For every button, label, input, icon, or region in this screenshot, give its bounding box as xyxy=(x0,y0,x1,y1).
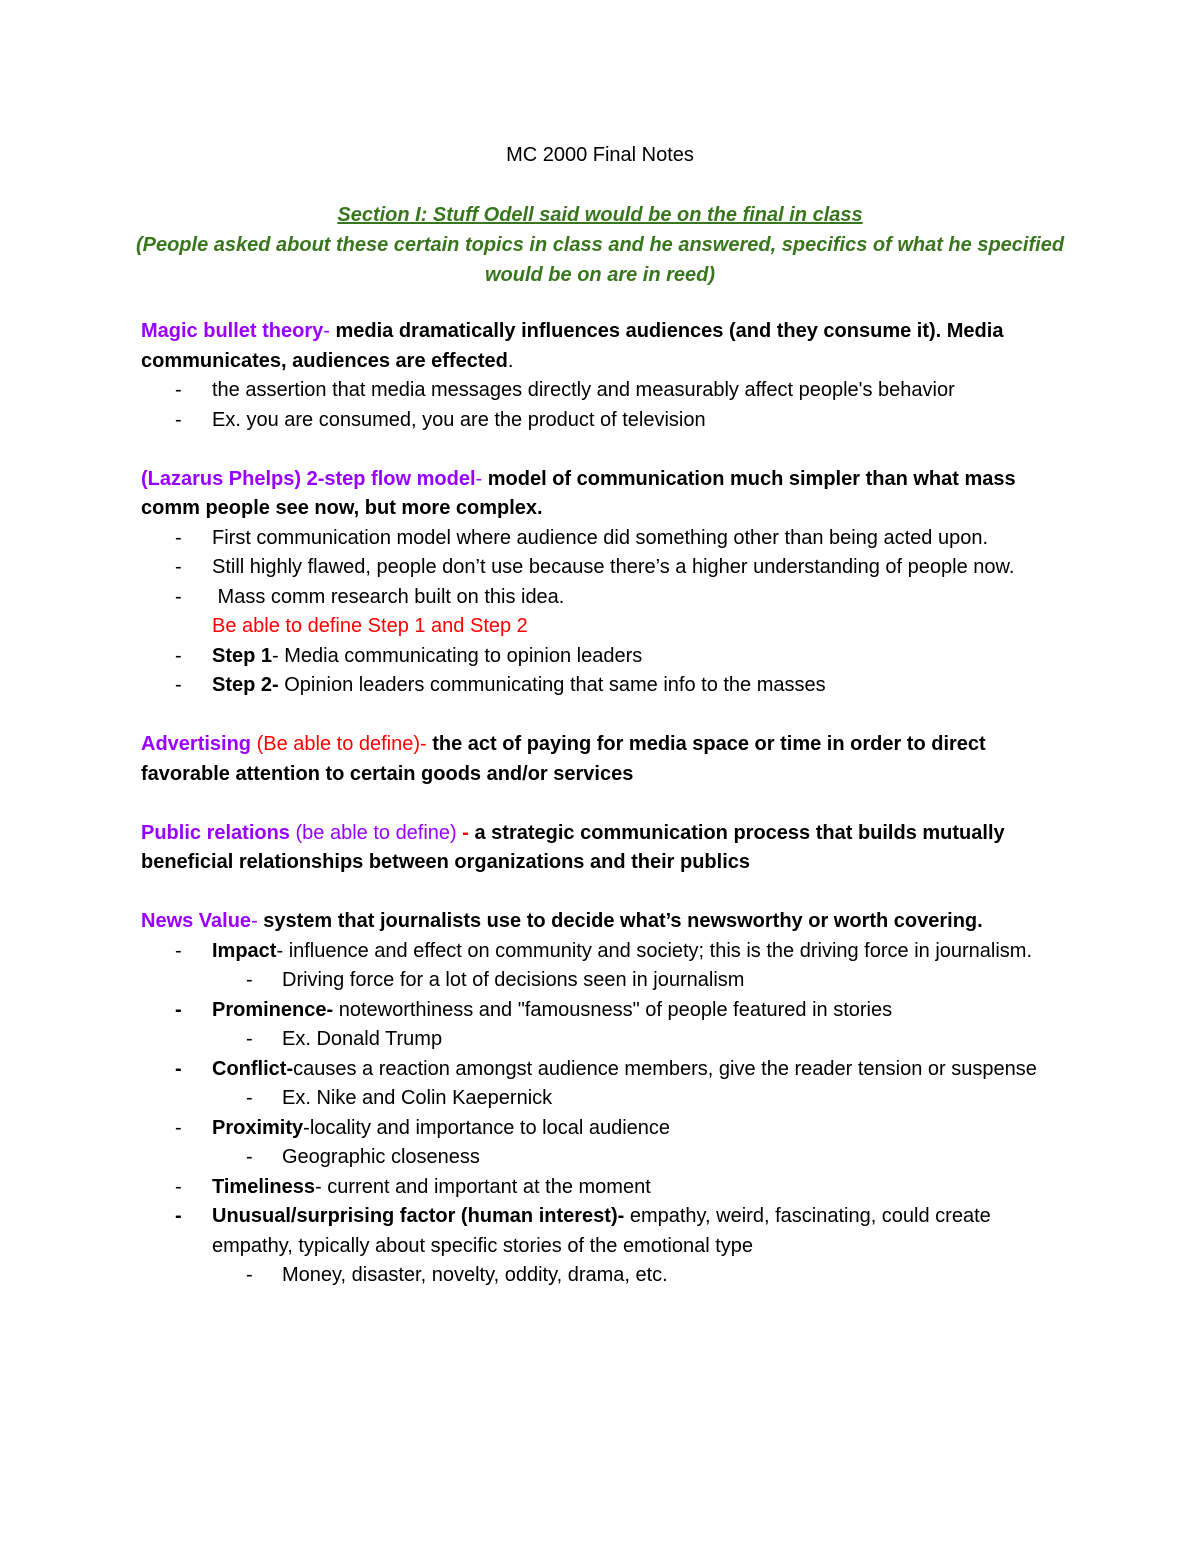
notes-body xyxy=(141,317,1071,1291)
sub-list-item xyxy=(141,966,1071,996)
impact-label: Impact xyxy=(212,939,277,962)
conflict-sep: - xyxy=(286,1057,294,1080)
dash-marker: - xyxy=(246,1146,253,1168)
list-item xyxy=(141,376,1071,406)
list-item xyxy=(141,671,1071,701)
unusual-sub: Money, disaster, novelty, oddity, drama, etc. xyxy=(282,1264,668,1286)
prominence-sep: - xyxy=(326,998,339,1021)
timeliness-text: current and important at the moment xyxy=(327,1175,651,1198)
list-item-text: Mass comm research built on this idea. xyxy=(212,585,565,608)
public-relations-def: a strategic communication process that builds mutually beneficial relationships between organizations and their publics xyxy=(141,821,1005,873)
sub-list-item xyxy=(141,1025,1071,1055)
step-2-label: Step 2 xyxy=(212,674,273,696)
step-1-text: Media communicating to opinion leaders xyxy=(284,644,643,667)
section-heading-block xyxy=(130,200,1070,290)
dash-marker: - xyxy=(246,1028,253,1050)
list-item xyxy=(141,1173,1071,1203)
two-step-term: (Lazarus Phelps) 2-step flow model xyxy=(141,467,476,490)
list-item xyxy=(141,642,1071,672)
dash-marker: - xyxy=(246,1264,253,1286)
list-item-text: Still highly flawed, people don’t use because there’s a higher understanding of people now. xyxy=(212,556,1015,578)
list-item xyxy=(141,583,1071,613)
list-item-text: First communication model where audience did something other than being acted upon. xyxy=(212,526,989,549)
step-1-sep: - xyxy=(272,644,285,667)
two-step-def: model of communication much simpler than what mass comm people see now, but more complex. xyxy=(141,467,1016,519)
section-heading: Section I: Stuff Odell said would be on the final in class xyxy=(337,204,863,226)
timeliness-sep: - xyxy=(315,1175,328,1198)
news-value-term: News Value xyxy=(141,910,252,932)
magic-bullet-term: Magic bullet theory xyxy=(141,320,324,342)
dash-marker: - xyxy=(175,526,182,549)
prominence-sub: Ex. Donald Trump xyxy=(282,1028,443,1050)
dash-marker: - xyxy=(175,644,182,667)
news-value-definition xyxy=(141,907,1071,937)
advertising-term: Advertising xyxy=(141,733,252,755)
list-item xyxy=(141,996,1071,1026)
step-2-sep: - xyxy=(272,674,285,696)
dash-marker: - xyxy=(175,939,182,962)
dash-marker: - xyxy=(175,1116,182,1139)
advertising-sep: - xyxy=(420,733,433,755)
magic-bullet-sep: - xyxy=(323,320,336,342)
list-item xyxy=(141,1055,1071,1085)
sub-list-item xyxy=(141,1084,1071,1114)
impact-text: influence and effect on community and society; this is the driving force in journalism. xyxy=(288,939,1033,962)
dash-marker: - xyxy=(175,1205,182,1227)
unusual-sep: - xyxy=(617,1205,630,1227)
advertising-def: the act of paying for media space or time in order to direct favorable attention to certain goods and/or services xyxy=(141,733,986,785)
conflict-text: causes a reaction amongst audience members, give the reader tension or suspense xyxy=(293,1057,1037,1080)
timeliness-label: Timeliness xyxy=(212,1175,316,1198)
prominence-text: noteworthiness and "famousness" of people featured in stories xyxy=(338,998,893,1021)
dash-marker: - xyxy=(175,674,182,696)
news-value-def: system that journalists use to decide what’s newsworthy or worth covering. xyxy=(263,910,983,932)
list-item xyxy=(141,937,1071,967)
public-relations-term: Public relations xyxy=(141,821,290,844)
magic-bullet-def: media dramatically influences audiences (and they consume it). Media communicates, audiences are effected xyxy=(141,320,1004,372)
proximity-text: locality and importance to local audience xyxy=(309,1116,671,1139)
impact-sub: Driving force for a lot of decisions seen in journalism xyxy=(282,969,745,991)
unusual-label: Unusual/surprising factor (human interest) xyxy=(212,1205,618,1227)
dash-marker: - xyxy=(175,556,182,578)
dash-marker: - xyxy=(175,408,182,431)
dash-marker: - xyxy=(246,969,253,991)
proximity-label: Proximity xyxy=(212,1116,304,1139)
list-item xyxy=(141,524,1071,554)
unusual-text: empathy, weird, fascinating, could create empathy, typically about specific stories of the emotional type xyxy=(212,1205,991,1257)
public-relations-note: (be able to define) xyxy=(289,821,463,844)
list-item-text: the assertion that media messages directly and measurably affect people's behavior xyxy=(212,379,955,401)
two-step-sep: - xyxy=(475,467,488,490)
dash-marker: - xyxy=(175,1057,182,1080)
list-item xyxy=(141,406,1071,436)
advertising-definition xyxy=(141,730,1071,789)
dash-marker: - xyxy=(175,998,182,1021)
public-relations-definition xyxy=(141,819,1071,878)
dash-marker: - xyxy=(175,1175,182,1198)
two-step-definition xyxy=(141,465,1071,524)
news-value-sep: - xyxy=(251,910,264,932)
list-item xyxy=(141,1202,1071,1261)
sub-list-item xyxy=(141,1143,1071,1173)
dash-marker: - xyxy=(175,379,182,401)
advertising-note: (Be able to define) xyxy=(251,733,421,755)
impact-sep: - xyxy=(276,939,289,962)
public-relations-sep: - xyxy=(462,821,475,844)
sub-list-item xyxy=(141,1261,1071,1291)
conflict-sub: Ex. Nike and Colin Kaepernick xyxy=(282,1087,553,1109)
step-1-label: Step 1 xyxy=(212,644,273,667)
proximity-sub: Geographic closeness xyxy=(282,1146,480,1168)
dash-marker: - xyxy=(175,585,182,608)
magic-bullet-definition xyxy=(141,317,1071,376)
two-step-note: Be able to define Step 1 and Step 2 xyxy=(212,615,528,637)
dash-marker: - xyxy=(246,1087,253,1109)
proximity-sep: - xyxy=(303,1116,310,1139)
prominence-label: Prominence xyxy=(212,998,327,1021)
list-item xyxy=(141,553,1071,583)
conflict-label: Conflict xyxy=(212,1057,287,1080)
document-title: MC 2000 Final Notes xyxy=(506,144,694,166)
list-item xyxy=(141,1114,1071,1144)
magic-bullet-period: . xyxy=(507,349,514,372)
step-2-text: Opinion leaders communicating that same info to the masses xyxy=(284,674,826,696)
section-subheading: (People asked about these certain topics in class and he answered, specifics of what he specified would be on are in reed) xyxy=(135,234,1065,286)
list-item-text: Ex. you are consumed, you are the product of television xyxy=(212,408,706,431)
